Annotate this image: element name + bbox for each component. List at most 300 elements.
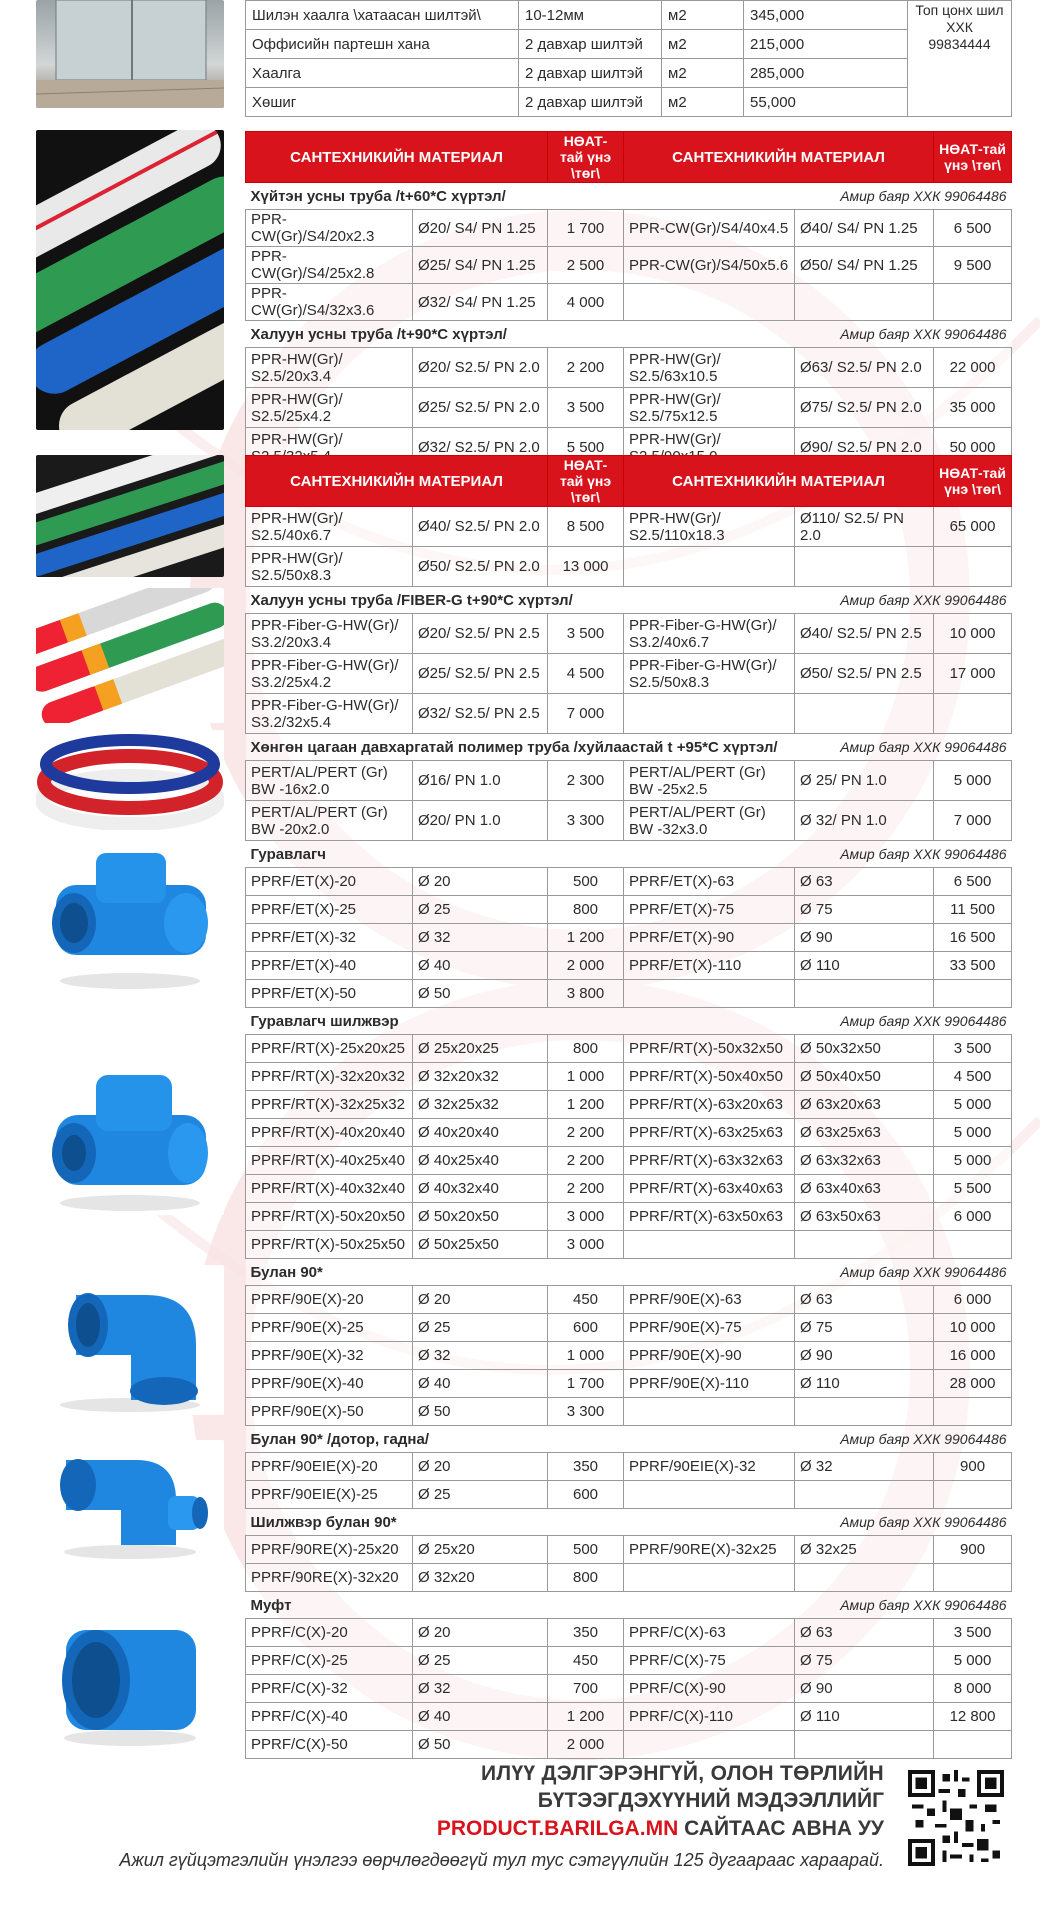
table-cell: Шилэн хаалга \хатаасан шилтэй\ [246,1,519,30]
section-row [246,1592,1012,1619]
table-row [246,1119,1012,1147]
table-cell: PPRF/RT(X)-63x32x63 [624,1147,795,1175]
table-cell: Ø40/ S2.5/ PN 2.5 [795,614,934,654]
section-row [246,183,1012,210]
table-cell: Ø 40x25x40 [413,1147,548,1175]
table-cell: Ø16/ PN 1.0 [413,761,548,801]
table-cell: PPRF/C(X)-40 [246,1703,413,1731]
table-cell: 2 давхар шилтэй [519,59,662,88]
table-cell [795,547,934,587]
table-cell: Ø 32/ PN 1.0 [795,801,934,841]
table-cell: Ø 25x20x25 [413,1035,548,1063]
table-cell: Ø 75 [795,896,934,924]
table-row [246,1619,1012,1647]
table-cell [934,1564,1012,1592]
table-cell: PPRF/ET(X)-50 [246,980,413,1008]
table-cell: 17 000 [934,654,1012,694]
table-cell: м2 [662,88,744,117]
table-cell: PPRF/RT(X)-40x32x40 [246,1175,413,1203]
table-cell: PPRF/C(X)-25 [246,1647,413,1675]
table-row [246,1231,1012,1259]
table-cell: PPRF/90RE(X)-32x20 [246,1564,413,1592]
table-cell: 2 давхар шилтэй [519,88,662,117]
table-cell: 3 800 [548,980,624,1008]
table-row [246,1203,1012,1231]
table-cell: 2 давхар шилтэй [519,30,662,59]
table-header [246,132,1012,183]
table-row [246,30,1012,59]
table-cell: 16 500 [934,924,1012,952]
table-row [246,1453,1012,1481]
plumbing-price-table-2 [245,455,1012,1759]
footer-line-3 [437,1817,884,1841]
table-cell: Ø 63x50x63 [795,1203,934,1231]
table-cell: 350 [548,1453,624,1481]
table-cell: 1 000 [548,1342,624,1370]
section-row [246,1259,1012,1286]
elbow-inner-outer-photo [36,1440,224,1565]
table-cell [795,1231,934,1259]
table-cell [624,980,795,1008]
section-title [246,734,1012,761]
table-cell [934,1231,1012,1259]
table-cell: 3 500 [548,614,624,654]
table-cell: 2 300 [548,761,624,801]
table-cell [624,1398,795,1426]
table-cell: Ø 40x32x40 [413,1175,548,1203]
table-cell: PPRF/90E(X)-90 [624,1342,795,1370]
table-cell: 5 500 [548,428,624,468]
table-cell: 10-12мм [519,1,662,30]
section-label: Гуравлагч [250,845,326,863]
table-row [246,896,1012,924]
table-cell: Ø20/ PN 1.0 [413,801,548,841]
table-row [246,507,1012,547]
table-cell: PPRF/90RE(X)-25x20 [246,1536,413,1564]
table-cell: Ø 25 [413,1647,548,1675]
section-title [246,183,1012,210]
table-cell: Ø 20 [413,868,548,896]
table-cell: 55,000 [744,88,908,117]
table-cell: Ø110/ S2.5/ PN 2.0 [795,507,934,547]
footer [0,1760,1044,1918]
table-row [246,88,1012,117]
table-row [246,654,1012,694]
table-cell: 215,000 [744,30,908,59]
table-cell: Ø40/ S4/ PN 1.25 [795,210,934,247]
table-cell: PPRF/90E(X)-32 [246,1342,413,1370]
table-cell: Ø 63x40x63 [795,1175,934,1203]
table-cell: Ø20/ S4/ PN 1.25 [413,210,548,247]
table-cell: 4 500 [934,1063,1012,1091]
table-cell: 2 200 [548,1119,624,1147]
table-cell: PPR-CW(Gr)/S4/20x2.3 [246,210,413,247]
header-cell: НӨАТ-тай үнэ \төг\ [548,132,624,183]
table-row [246,924,1012,952]
elbow-photo [36,1265,224,1415]
header-cell: САНТЕХНИКИЙН МАТЕРИАЛ [624,456,934,507]
table-cell [624,1564,795,1592]
table-cell: Ø25/ S2.5/ PN 2.5 [413,654,548,694]
table-cell: 1 700 [548,1370,624,1398]
table-row [246,1703,1012,1731]
table-cell: 28 000 [934,1370,1012,1398]
table-cell: 6 000 [934,1286,1012,1314]
table-cell [795,1731,934,1759]
table-cell: 8 000 [934,1675,1012,1703]
table-cell: 350 [548,1619,624,1647]
table-row [246,1314,1012,1342]
table-cell: PPRF/90EIE(X)-32 [624,1453,795,1481]
table-cell [934,284,1012,321]
supplier-label: Амир баяр ХХК 99064486 [840,1513,1007,1530]
supplier-label: Амир баяр ХХК 99064486 [840,1430,1007,1447]
table-cell [934,980,1012,1008]
table-cell: 5 000 [934,1147,1012,1175]
table-row [246,801,1012,841]
section-title [246,1008,1012,1035]
table-cell [795,694,934,734]
header-cell: НӨАТ-тай үнэ \төг\ [934,132,1012,183]
section-row [246,587,1012,614]
table-row [246,1286,1012,1314]
section-label: Булан 90* [250,1263,323,1281]
table-cell: PPRF/90E(X)-25 [246,1314,413,1342]
table-cell: 1 700 [548,210,624,247]
table-cell: Ø 50x32x50 [795,1035,934,1063]
section-row [246,1008,1012,1035]
table-cell: Ø 50 [413,980,548,1008]
section-title [246,1592,1012,1619]
table-cell: Ø90/ S2.5/ PN 2.0 [795,428,934,468]
table-cell: 2 000 [548,1731,624,1759]
table-cell: 12 800 [934,1703,1012,1731]
table-cell: 3 000 [548,1203,624,1231]
table-cell: PPRF/RT(X)-63x40x63 [624,1175,795,1203]
table-cell: Ø 75 [795,1647,934,1675]
table-cell: 6 500 [934,210,1012,247]
table-cell: PPRF/RT(X)-32x20x32 [246,1063,413,1091]
section-label: Халуун усны труба /t+90*С хүртэл/ [250,325,507,343]
table-cell: 8 500 [548,507,624,547]
section-label: Халуун усны труба /FIBER-G t+90*С хүртэл/ [250,591,573,609]
table-cell: 1 200 [548,1091,624,1119]
table-cell: PPRF/90E(X)-110 [624,1370,795,1398]
table-row [246,1647,1012,1675]
pipes-photo-2 [36,455,224,577]
table-cell [624,547,795,587]
table-cell: Ø 63 [795,1286,934,1314]
table-cell: 3 500 [548,388,624,428]
supplier-label: Амир баяр ХХК 99064486 [840,187,1007,204]
table-cell: PPR-HW(Gr)/ S2.5/63x10.5 [624,348,795,388]
table-cell: 7 000 [548,694,624,734]
table-cell: PPR-Fiber-G-HW(Gr)/ S3.2/40x6.7 [624,614,795,654]
table-cell: PPRF/RT(X)-40x20x40 [246,1119,413,1147]
table-cell: PPRF/90RE(X)-32x25 [624,1536,795,1564]
table-cell: 4 000 [548,284,624,321]
table-cell: 5 000 [934,761,1012,801]
table-cell: 3 500 [934,1035,1012,1063]
table-cell: Ø 40x20x40 [413,1119,548,1147]
section-title [246,1509,1012,1536]
table-row [246,1091,1012,1119]
table-cell: 13 000 [548,547,624,587]
table-row [246,1342,1012,1370]
table-cell: Ø32/ S2.5/ PN 2.5 [413,694,548,734]
footer-line-1: ИЛҮҮ ДЭЛГЭРЭНГҮЙ, ОЛОН ТӨРЛИЙН [481,1762,884,1785]
table-cell: 2 000 [548,952,624,980]
header-cell: НӨАТ-тай үнэ \төг\ [934,456,1012,507]
table-cell: 2 200 [548,1147,624,1175]
table-cell: Ø 50 [413,1731,548,1759]
table-row [246,761,1012,801]
table-cell: Ø32/ S4/ PN 1.25 [413,284,548,321]
table-cell: Ø 63x20x63 [795,1091,934,1119]
table-cell: 800 [548,896,624,924]
table-row [246,1731,1012,1759]
table-cell: PPR-CW(Gr)/S4/25x2.8 [246,247,413,284]
table-cell: PPRF/ET(X)-63 [624,868,795,896]
footer-note: Ажил гүйцэтгэлийн үнэлгээ өөрчлөгдөөгүй тул тус сэтгүүлийн 125 дугаараас хараарай. [119,1850,884,1870]
table-cell: 2 200 [548,1175,624,1203]
section-row [246,321,1012,348]
table-cell: 7 000 [934,801,1012,841]
supplier-label: Амир баяр ХХК 99064486 [840,1263,1007,1280]
table-cell [795,1564,934,1592]
table-cell: м2 [662,59,744,88]
table-cell: 3 300 [548,1398,624,1426]
table-cell: 22 000 [934,348,1012,388]
table-row [246,1147,1012,1175]
table-row [246,980,1012,1008]
table-cell: 2 200 [548,348,624,388]
table-cell [795,980,934,1008]
table-cell: Оффисийн партешн хана [246,30,519,59]
table-cell: Ø 32 [413,1342,548,1370]
table-cell: Ø 25 [413,1481,548,1509]
table-cell: Хаалга [246,59,519,88]
table-cell: Ø25/ S4/ PN 1.25 [413,247,548,284]
table-cell: PPRF/90E(X)-50 [246,1398,413,1426]
table-cell: Ø32/ S2.5/ PN 2.0 [413,428,548,468]
table-cell: PPRF/90E(X)-40 [246,1370,413,1398]
table-cell: 700 [548,1675,624,1703]
table-cell: PPR-HW(Gr)/ S2.5/110x18.3 [624,507,795,547]
table-cell: Ø 63 [795,868,934,896]
table-cell: PPRF/RT(X)-63x50x63 [624,1203,795,1231]
table-cell: Ø 50 [413,1398,548,1426]
table-row [246,694,1012,734]
table-cell: PPRF/RT(X)-40x25x40 [246,1147,413,1175]
table-cell: Ø 25/ PN 1.0 [795,761,934,801]
table-row [246,388,1012,428]
table-cell: Ø20/ S2.5/ PN 2.0 [413,348,548,388]
table-row [246,348,1012,388]
table-cell: 5 000 [934,1119,1012,1147]
table-cell: Ø 50x25x50 [413,1231,548,1259]
section-label: Муфт [250,1596,292,1614]
table-row [246,1370,1012,1398]
table-cell: PPR-CW(Gr)/S4/50x5.6 [624,247,795,284]
table-row [246,1398,1012,1426]
table-cell: Ø 90 [795,924,934,952]
table-cell: Ø20/ S2.5/ PN 2.5 [413,614,548,654]
table-cell: 1 200 [548,924,624,952]
table-cell [934,1398,1012,1426]
table-row [246,1564,1012,1592]
table-cell: 800 [548,1564,624,1592]
table-cell [795,284,934,321]
supplier-label: Амир баяр ХХК 99064486 [840,325,1007,342]
table-cell: 35 000 [934,388,1012,428]
plumbing-price-table-1 [245,131,1012,468]
table-cell: 6 000 [934,1203,1012,1231]
table-cell: 600 [548,1481,624,1509]
tee-fitting-photo [36,845,224,995]
supplier-label: Амир баяр ХХК 99064486 [840,845,1007,862]
footer-line-3-rest: САЙТААС АВНА УУ [678,1817,884,1840]
table-cell: Ø 20 [413,1286,548,1314]
table-cell: PPRF/ET(X)-90 [624,924,795,952]
table-cell: Ø 20 [413,1619,548,1647]
pert-coil-photo [36,730,224,830]
table-cell: PPRF/C(X)-50 [246,1731,413,1759]
table-cell: PPRF/RT(X)-25x20x25 [246,1035,413,1063]
table-cell: PPRF/C(X)-90 [624,1675,795,1703]
table-cell: PPR-Fiber-G-HW(Gr)/ S2.5/50x8.3 [624,654,795,694]
table-cell: Ø50/ S4/ PN 1.25 [795,247,934,284]
table-cell: 450 [548,1647,624,1675]
section-row [246,1426,1012,1453]
table-cell: PPRF/C(X)-63 [624,1619,795,1647]
pipes-photo-1 [36,130,224,430]
section-title [246,587,1012,614]
table-cell: 16 000 [934,1342,1012,1370]
table-row [246,1,1012,30]
table-cell: PPR-HW(Gr)/ S2.5/25x4.2 [246,388,413,428]
table-cell: Ø50/ S2.5/ PN 2.0 [413,547,548,587]
table-cell: Ø 32x25x32 [413,1091,548,1119]
table-cell: PPRF/90E(X)-75 [624,1314,795,1342]
table-cell: PPRF/ET(X)-40 [246,952,413,980]
table-cell: PPRF/RT(X)-63x25x63 [624,1119,795,1147]
table-cell: 1 000 [548,1063,624,1091]
section-title [246,321,1012,348]
table-cell: 3 500 [934,1619,1012,1647]
table-cell [795,1398,934,1426]
table-cell: 2 500 [548,247,624,284]
header-cell: САНТЕХНИКИЙН МАТЕРИАЛ [246,456,548,507]
section-row [246,841,1012,868]
reducing-tee-photo [36,1065,224,1215]
table-cell [624,694,795,734]
table-cell: Ø 25 [413,896,548,924]
table-cell: 500 [548,868,624,896]
table-cell [934,1481,1012,1509]
table-cell: 5 500 [934,1175,1012,1203]
table-cell: PPR-HW(Gr)/ S2.5/50x8.3 [246,547,413,587]
table-cell: 450 [548,1286,624,1314]
table-cell: Ø 25x20 [413,1536,548,1564]
fiber-pipes-photo [36,588,224,723]
table-cell [934,1731,1012,1759]
section-title [246,1259,1012,1286]
table-cell: 4 500 [548,654,624,694]
table-cell: 33 500 [934,952,1012,980]
table-row [246,1481,1012,1509]
table-cell: 11 500 [934,896,1012,924]
section-row [246,734,1012,761]
table-cell: 1 200 [548,1703,624,1731]
table-cell [795,1481,934,1509]
table-cell: PPRF/ET(X)-110 [624,952,795,980]
table-cell: 900 [934,1536,1012,1564]
header-cell: САНТЕХНИКИЙН МАТЕРИАЛ [624,132,934,183]
table-cell: PPR-HW(Gr)/ S2.5/20x3.4 [246,348,413,388]
table-cell: PPR-Fiber-G-HW(Gr)/ S3.2/25x4.2 [246,654,413,694]
product-site-link[interactable]: PRODUCT.BARILGA.MN [436,1817,679,1840]
table-cell: PPR-CW(Gr)/S4/32x3.6 [246,284,413,321]
table-cell: 5 000 [934,1091,1012,1119]
table-cell: PPRF/RT(X)-63x20x63 [624,1091,795,1119]
table-row [246,1175,1012,1203]
table-cell: 10 000 [934,1314,1012,1342]
header-cell: НӨАТ-тай үнэ \төг\ [548,456,624,507]
supplier-cell: Топ цонх шил ХХК 99834444 [908,1,1012,117]
table-cell: PPRF/ET(X)-32 [246,924,413,952]
section-title [246,841,1012,868]
table-row [246,284,1012,321]
glass-products-table [245,0,1012,117]
table-cell: Ø 110 [795,952,934,980]
table-cell [624,1731,795,1759]
table-row [246,1035,1012,1063]
table-cell: Ø 110 [795,1703,934,1731]
table-cell [934,547,1012,587]
table-cell: Ø 50x40x50 [795,1063,934,1091]
table-cell: Ø63/ S2.5/ PN 2.0 [795,348,934,388]
supplier-label: Амир баяр ХХК 99064486 [840,1596,1007,1613]
table-cell: PERT/AL/PERT (Gr) BW -20x2.0 [246,801,413,841]
table-cell: 345,000 [744,1,908,30]
table-cell: PPR-HW(Gr)/ [246,428,413,468]
table-cell [624,1481,795,1509]
table-cell: PPRF/90EIE(X)-20 [246,1453,413,1481]
section-label: Хүйтэн усны труба /t+60*С хүртэл/ [250,187,506,205]
table-cell: PPRF/RT(X)-32x25x32 [246,1091,413,1119]
table-cell: PPRF/C(X)-75 [624,1647,795,1675]
table-cell: PPRF/RT(X)-50x20x50 [246,1203,413,1231]
table-row [246,1675,1012,1703]
table-cell: Ø 75 [795,1314,934,1342]
table-cell: PERT/AL/PERT (Gr) BW -32x3.0 [624,801,795,841]
header-cell: САНТЕХНИКИЙН МАТЕРИАЛ [246,132,548,183]
table-cell: 10 000 [934,614,1012,654]
table-cell: PPR-HW(Gr)/ S2.5/40x6.7 [246,507,413,547]
table-cell: PPRF/ET(X)-20 [246,868,413,896]
table-row [246,1536,1012,1564]
qr-code-icon[interactable] [908,1770,1004,1866]
table-cell: Ø 40 [413,952,548,980]
table-cell: 285,000 [744,59,908,88]
table-cell: Ø 25 [413,1314,548,1342]
section-label: Гуравлагч шилжвэр [250,1012,399,1030]
table-row [246,547,1012,587]
table-cell: PPRF/90EIE(X)-25 [246,1481,413,1509]
table-cell: Ø 32 [413,924,548,952]
table-cell: Ø 32x20 [413,1564,548,1592]
